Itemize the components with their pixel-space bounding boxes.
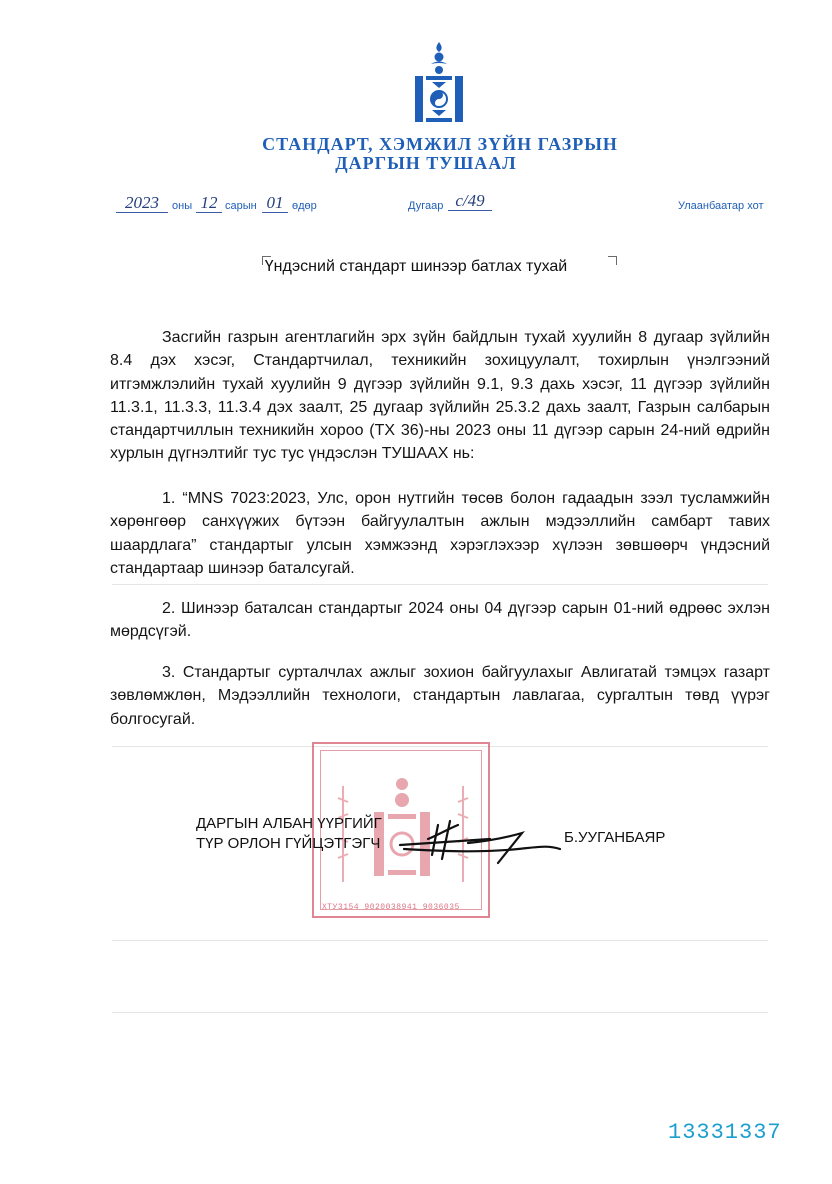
- org-title-line1: СТАНДАРТ, ХЭМЖИЛ ЗҮЙН ГАЗРЫН: [262, 134, 618, 154]
- order-item-2: 2. Шинээр баталсан стандартыг 2024 оны 04 дүгээр сарын 01-ний өдрөөс эхлэн мөрдсүгэй.: [110, 600, 770, 641]
- month-handwritten: 12: [196, 194, 222, 213]
- signatory-name: Б.УУГАНБАЯР: [564, 829, 666, 846]
- subject-title: Үндэсний стандарт шинээр батлах тухай: [264, 258, 568, 275]
- order-item-3: 3. Стандартыг сурталчлах ажлыг зохион байгуулахыг Авлигатай тэмцэх газарт зөвлөмжлөн, Мэдээллийн технологи, стандартын лавлагаа, сургалтын төвд үүрэг болгосугай.: [110, 664, 770, 728]
- signatory-title-line2: ТҮР ОРЛОН ГҮЙЦЭТГЭГЧ: [196, 835, 381, 852]
- month-label: сарын: [225, 200, 257, 212]
- soyombo-emblem-icon: [412, 40, 466, 126]
- number-label: Дугаар: [408, 200, 444, 212]
- show-through-line: [112, 584, 768, 585]
- order-item-1: 1. “MNS 7023:2023, Улс, орон нутгийн төсөв болон гадаадын зээл тусламжийн хөрөнгөөр санхүүжих бүтээн байгуулалтын ажлын мэдээллийн самбарт тавих шаардлага” стандартыг улсын хэмжээнд хэрэглэхээр хүлээн зөвшөөрч үндэсний стандартаар шинээр баталсугай.: [110, 490, 770, 577]
- preamble-paragraph: Засгийн газрын агентлагийн эрх зүйн байдлын тухай хуулийн 8 дугаар зүйлийн 8.4 дэх хэсэг, Стандартчилал, техникийн зохицуулалт, тохирлын үнэлгээний итгэмжлэлийн тухай хуулийн 9 дүгээр зүйлийн 9.1, 9.3 дахь хэсэг, 11 дүгээр зүйлийн 11.3.1, 11.3.3, 11.3.4 дэх заалт, 25 дугаар зүйлийн 25.3.2 дахь заалт, Газрын салбарын стандартчиллын техникийн хороо (ТХ 36)-ны 2023 оны 11 дүгээр сарын 24-ний өдрийн хурлын дүгнэлтийг тус тус үндэслэн ТУШААХ нь:: [110, 329, 770, 463]
- show-through-line: [112, 1012, 768, 1013]
- day-label: өдөр: [292, 200, 317, 212]
- stamp-code: ХТУ3154 9020038941 9036035: [322, 903, 460, 912]
- year-handwritten: 2023: [116, 194, 168, 213]
- handwritten-signature: [398, 815, 564, 867]
- registration-number: 13331337: [668, 1120, 782, 1145]
- show-through-line: [112, 940, 768, 941]
- city-label: Улаанбаатар хот: [678, 200, 764, 212]
- signatory-title: [196, 814, 382, 854]
- year-label: оны: [172, 200, 193, 212]
- org-title-line2: ДАРГЫН ТУШААЛ: [335, 153, 517, 173]
- day-handwritten: 01: [262, 194, 288, 213]
- date-number-row: [0, 191, 832, 218]
- number-handwritten: с/49: [448, 192, 492, 211]
- signatory-title-line1: ДАРГЫН АЛБАН ҮҮРГИЙГ: [196, 815, 382, 832]
